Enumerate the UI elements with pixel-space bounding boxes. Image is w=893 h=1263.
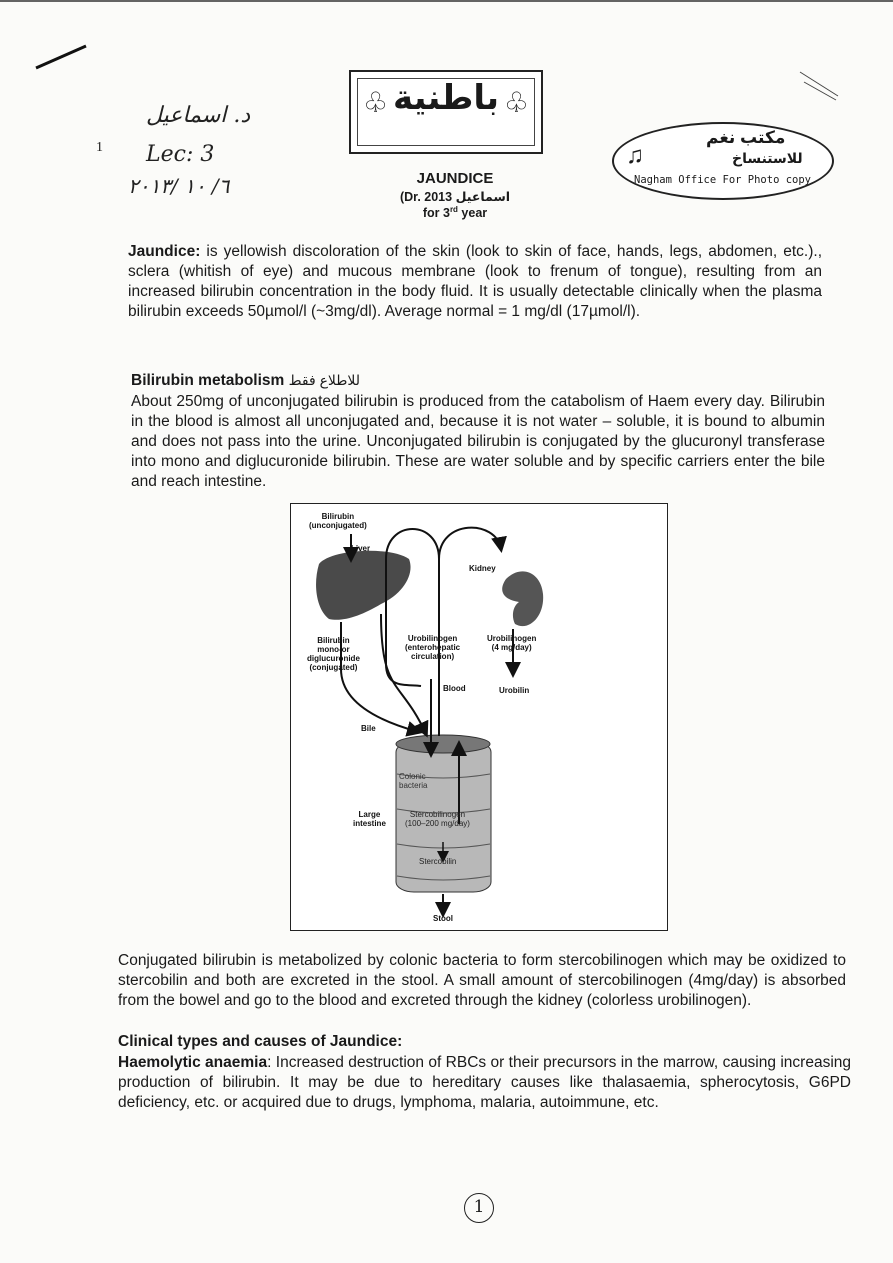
copy-office-stamp (612, 122, 834, 200)
metabolism-text: About 250mg of unconjugated bilirubin is produced from the catabolism of Haem every day. Bilirubin in the blood is almost all unconjugated and, because it is not water – soluble, it is bound to albumin and does not pass into the urine. Unconjugated bilirubin is conjugated by the glucuronyl transferase into mono and diglucuronide bilirubin. These are water soluble and by specific carriers enter the bile and reach intestine. (131, 393, 825, 490)
label-stercobilin: Stercobilin (419, 857, 457, 866)
music-note-icon: ♫ (626, 142, 644, 169)
stamp-line-2: للاستنساخ (732, 150, 803, 166)
document-title: JAUNDICE (416, 170, 494, 187)
clinical-heading: Clinical types and causes of Jaundice: (118, 1033, 403, 1050)
definition-text: is yellowish discoloration of the skin (look to skin of face, hands, legs, abdomen, etc.)., sclera (whitish of eye) and mucous membrane (look to frenum of tongue), resulting from an increased bilirubin concentration in the body fluid. It is usually detectable clinically when the plasma bilirubin exceeds 50µmol/l (~3mg/dl). Average normal = 1 mg/dl (17µmol/l). (128, 243, 822, 320)
label-liver: Liver (351, 544, 371, 553)
label-bile: Bile (361, 724, 376, 733)
intestine-top (396, 735, 490, 753)
audience-suffix: year (457, 206, 488, 221)
metabolism-heading-text: Bilirubin metabolism (131, 372, 285, 389)
jaundice-definition (128, 242, 822, 322)
handwritten-lecture-number: Lec: 3 (146, 142, 215, 167)
label-blood: Blood (443, 684, 466, 693)
conjugated-bilirubin-text: Conjugated bilirubin is metabolized by colonic bacteria to form stercobilinogen which may be oxidized to stercobilin and both are excreted in the stool. A small amount of stercobilinogen (4mg/day) is absorbed from the bowel and go to the blood and excreted through the kidney (colorless urobilinogen). (118, 952, 846, 1009)
bilirubin-pathway-figure (290, 503, 668, 931)
arrow-blood-to-kidney (439, 528, 501, 559)
handwritten-lecturer: د. اسماعيل (146, 103, 251, 128)
label-stool: Stool (433, 914, 453, 923)
metabolism-heading-note: للاطلاع فقط (288, 372, 361, 388)
audience-prefix: for 3 (422, 206, 450, 221)
haemolytic-anaemia-text (118, 1053, 851, 1113)
kidney-shape (502, 571, 543, 626)
stamp-line-1: مكتب نغم (706, 128, 786, 147)
stamp-line-3: Nagham Office For Photo copy (634, 174, 812, 186)
label-bilirubin-conjugated: Bilirubin mono-or diglucuronide (conjugated) (307, 636, 360, 672)
liver-shape (316, 551, 411, 620)
label-colonic-bacteria: Colonic bacteria (399, 772, 428, 790)
club-icon: ♧ (503, 87, 529, 118)
haemolytic-description: : Increased destruction of RBCs or their precursors in the marrow, causing increasing production of bilirubin. It may be due to hereditary causes like thalasaemia, spherocytosis, G6PD deficiency, etc. or acquired due to drugs, lymphoma, malaria, autoimmune, etc. (118, 1054, 852, 1111)
document-audience (380, 205, 530, 220)
label-kidney: Kidney (469, 564, 496, 573)
audience-superscript: rd (449, 205, 458, 214)
page-number: 1 (464, 1193, 494, 1223)
department-stamp (349, 70, 543, 154)
label-stercobilinogen: Stercobilinogen (100–200 mg/day) (405, 810, 470, 828)
label-urobilin: Urobilin (499, 686, 530, 695)
club-icon: ♧ (363, 87, 389, 118)
haemolytic-term: Haemolytic anaemia (118, 1054, 268, 1071)
metabolism-heading (131, 372, 360, 390)
handwritten-date: ٦/ ١٠ /٢٠١٣ (128, 174, 230, 198)
line-number: 1 (96, 140, 103, 155)
definition-term: Jaundice: (128, 243, 201, 260)
label-urobilinogen-kidney: Urobilinogen (4 mg/day) (487, 634, 537, 652)
document-subtitle: (Dr. اسماعيل 2013 (399, 190, 511, 204)
label-bilirubin-unconjugated: Bilirubin (unconjugated) (309, 512, 367, 530)
label-urobilinogen-entero: Urobilinogen (enterohepatic circulation) (405, 634, 461, 661)
stamp-text: باطنية (393, 78, 499, 118)
label-large-intestine: Large intestine (353, 810, 386, 828)
